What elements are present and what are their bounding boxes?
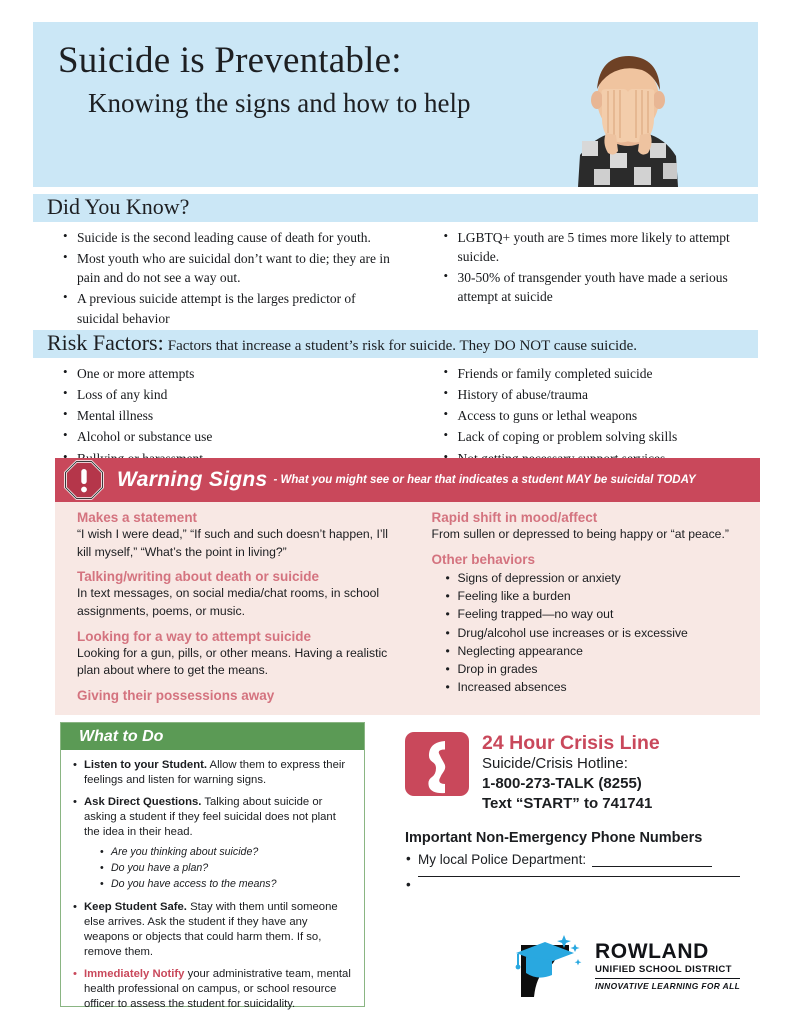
- did-you-know-right-list: [444, 228, 759, 307]
- graduation-cap-profile-icon: [512, 933, 586, 999]
- did-you-know-header: [33, 194, 758, 222]
- other-behaviors-list: [432, 569, 747, 697]
- list-item-police-department: [405, 850, 740, 870]
- item-rest: Stay with them until someone else arrives. Ask the student if they have any weapons or objects that could harm them. If so, remove them.: [84, 900, 338, 958]
- list-item: • History of abuse/trauma: [444, 385, 759, 404]
- warning-signs-header: [55, 458, 760, 502]
- list-item: [71, 900, 352, 960]
- risk-factors-left-list: [63, 364, 396, 468]
- list-item: • Lack of coping or problem solving skills: [444, 427, 759, 446]
- warning-signs-left-column: [55, 504, 408, 704]
- direct-questions-list: [84, 845, 352, 893]
- title-block: [33, 22, 533, 120]
- police-department-label: • My local Police Department:: [418, 852, 587, 867]
- what-to-do-box: [60, 722, 365, 1010]
- list-item: • Signs of depression or anxiety: [446, 569, 747, 587]
- warning-sign-heading: Other behaviors: [431, 551, 536, 567]
- risk-factors-left-column: [33, 364, 396, 470]
- warning-sign-body: From sullen or depressed to being happy or “at peace.”: [431, 527, 729, 541]
- did-you-know-left-column: [33, 228, 396, 330]
- item-rest: Talking about suicide or asking a student if they feel suicidal does not plant the idea in their head.: [84, 796, 336, 839]
- warning-sign-heading: Rapid shift in mood/affect: [431, 510, 598, 525]
- did-you-know-columns: [33, 228, 758, 330]
- warning-sign-body: In text messages, on social media/chat rooms, in school assignments, poems, or music.: [77, 586, 380, 619]
- list-item: • A previous suicide attempt is the larges predictor of suicidal behavior: [63, 289, 396, 327]
- logo-divider: [595, 978, 740, 979]
- logo-district-name: ROWLAND: [595, 940, 709, 963]
- warning-sign-body: “I wish I were dead,” “If such and such doesn’t happen, I’ll kill myself,” “What’s the point in living?”: [77, 527, 388, 559]
- list-item: [71, 795, 352, 893]
- list-item: • Do you have access to the means?: [100, 877, 352, 893]
- list-item: • 30-50% of transgender youth have made a serious attempt at suicide: [444, 268, 759, 306]
- list-item-immediately-notify: [71, 967, 352, 1012]
- crisis-text-number[interactable]: Text “START” to 741741: [482, 795, 653, 813]
- list-item: • Feeling trapped—no way out: [446, 605, 747, 623]
- list-item-blank-entry: [405, 876, 740, 880]
- item-rest: Allow them to express their feelings and listen for warning signs.: [84, 759, 346, 787]
- item-lead: Listen to your Student.: [84, 759, 208, 771]
- warning-sign-body: Looking for a gun, pills, or other means. Having a realistic plan about where to get the means.: [77, 645, 388, 678]
- warning-signs-title: Warning Signs: [117, 468, 268, 491]
- list-item: • Friends or family completed suicide: [444, 364, 759, 383]
- did-you-know-title: Did You Know?: [47, 194, 190, 219]
- non-emergency-list: [405, 850, 740, 880]
- list-item: • Do you have a plan?: [100, 861, 352, 877]
- risk-factors-right-column: [396, 364, 759, 470]
- item-lead: Keep Student Safe.: [84, 900, 187, 913]
- logo-tagline: INNOVATIVE LEARNING FOR ALL: [595, 981, 741, 991]
- list-item: • Access to guns or lethal weapons: [444, 406, 759, 425]
- list-item: • Are you thinking about suicide?: [100, 845, 352, 861]
- non-emergency-title: Important Non-Emergency Phone Numbers: [405, 830, 703, 846]
- non-emergency-block: [405, 830, 740, 886]
- warning-sign-heading: Talking/writing about death or suicide: [77, 569, 320, 585]
- list-item: [71, 758, 352, 788]
- list-item: • Alcohol or substance use: [63, 427, 396, 446]
- warning-signs-panel: [55, 458, 760, 715]
- crisis-line-block: [405, 730, 745, 814]
- item-lead: Ask Direct Questions.: [84, 796, 202, 809]
- crisis-hotline-label: Suicide/Crisis Hotline:: [482, 755, 628, 773]
- list-item: • Feeling like a burden: [446, 587, 747, 605]
- warning-signs-columns: [55, 504, 760, 704]
- did-you-know-left-list: [63, 228, 396, 328]
- police-department-write-in-line[interactable]: [592, 866, 712, 867]
- item-lead: Immediately Notify: [84, 967, 185, 980]
- list-item: • Drop in grades: [446, 660, 747, 678]
- list-item: • One or more attempts: [63, 364, 396, 383]
- warning-signs-subtitle: - What you might see or hear that indicates a student MAY be suicidal TODAY: [273, 474, 696, 486]
- blank-write-in-line[interactable]: [418, 876, 740, 877]
- warning-sign-heading: Giving their possessions away: [77, 688, 275, 704]
- item-rest: your administrative team, mental health professional on campus, or school resource officer to assess the student for suicidality.: [84, 967, 351, 1010]
- logo-text-block: [595, 941, 740, 991]
- risk-factors-title: Risk Factors:: [47, 330, 164, 355]
- list-item: • LGBTQ+ youth are 5 times more likely to attempt suicide.: [444, 228, 759, 266]
- list-item: • Increased absences: [446, 678, 747, 696]
- page-title: Suicide is Preventable:: [58, 40, 402, 81]
- warning-sign-heading: Makes a statement: [77, 510, 198, 525]
- risk-factors-note: Factors that increase a student’s risk for suicide. They DO NOT cause suicide.: [167, 338, 638, 354]
- logo-district-subtitle: UNIFIED SCHOOL DISTRICT: [595, 964, 732, 975]
- list-item: • Loss of any kind: [63, 385, 396, 404]
- exclamation-octagon-icon: [64, 460, 104, 500]
- list-item: • Neglecting appearance: [446, 642, 747, 660]
- list-item: • Mental illness: [63, 406, 396, 425]
- list-item: • Drug/alcohol use increases or is excessive: [446, 624, 747, 642]
- poster-header: [33, 22, 758, 187]
- crisis-text-block: [482, 730, 660, 814]
- what-to-do-list: [61, 750, 364, 1012]
- list-item: • Most youth who are suicidal don’t want to die; they are in pain and do not see a way out.: [63, 249, 396, 287]
- phone-handset-icon: [405, 732, 469, 796]
- what-to-do-title: What to Do: [61, 723, 364, 750]
- crisis-phone-number[interactable]: 1-800-273-TALK (8255): [482, 775, 642, 793]
- risk-factors-header: [33, 330, 758, 358]
- warning-sign-heading: Looking for a way to attempt suicide: [77, 628, 312, 644]
- district-logo: [512, 930, 747, 1002]
- warning-signs-right-column: [408, 504, 761, 704]
- risk-factors-right-list: [444, 364, 759, 468]
- did-you-know-right-column: [396, 228, 759, 330]
- risk-factors-columns: [33, 364, 758, 470]
- page-subtitle: Knowing the signs and how to help: [88, 88, 471, 119]
- youth-covering-face-photo: [550, 37, 700, 187]
- crisis-line-title: 24 Hour Crisis Line: [482, 732, 660, 754]
- list-item: • Suicide is the second leading cause of death for youth.: [63, 228, 396, 247]
